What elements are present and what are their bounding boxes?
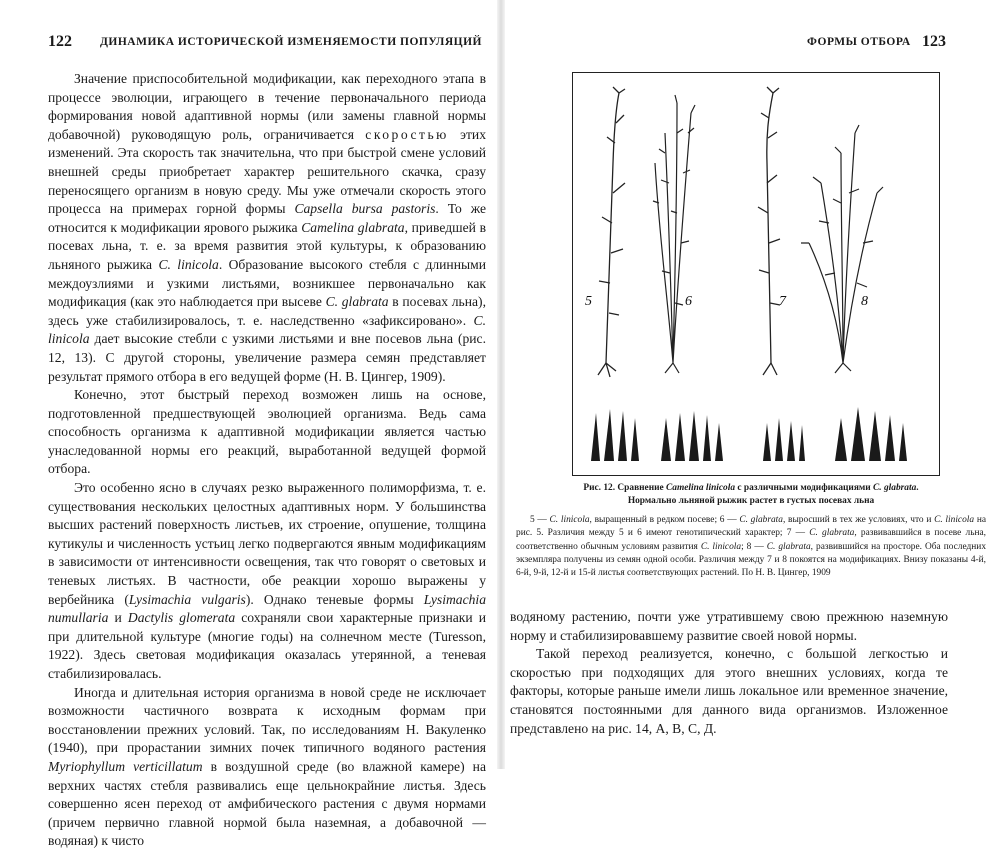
figure-12 [572, 72, 940, 476]
left-text-column [48, 70, 486, 851]
species-name: Dactylis glomerata [127, 610, 236, 626]
species-name: C. glabrata [809, 528, 855, 539]
species-name: C. linicola [549, 514, 590, 525]
text-run: и [108, 610, 128, 626]
paragraph-adaptive-modification [48, 70, 486, 386]
species-name: C. linicola [158, 256, 219, 272]
text-run: , приведшей в посевах льна, т. е. за время развития этой культуры, к образованию льняного рыжика [48, 219, 486, 272]
plant-8-drawing [801, 125, 883, 373]
text-run: . [916, 483, 919, 493]
figure-illustration [573, 73, 939, 475]
species-name: C. glabrata [766, 541, 811, 552]
text-run: , развивавшийся в посеве льна, соответственно обычным условиям развития [516, 528, 986, 552]
species-name: Myriophyllum verticillatum [48, 758, 203, 774]
text-run: , развившийся на просторе. Оба последних экземпляра получены из семян одной особи. Различия между 7 и 8 покоятся на модификациях. Внизу показаны 4-й, 6-й, 9-й, 12-й и 15-й листья соответствующих растений. По Н. В. Цингер, 1909 [516, 541, 987, 579]
plant-label-5: 5 [585, 294, 592, 309]
text-run: , выросший в тех же условиях, что и [782, 514, 935, 525]
left-running-head: ДИНАМИКА ИСТОРИЧЕСКОЙ ИЗМЕНЯЕМОСТИ ПОПУЛЯЦИЙ [100, 36, 483, 48]
species-name: C. glabrata [873, 483, 917, 493]
plant-6-drawing [653, 95, 695, 373]
paragraph-transition: Конечно, этот быстрый переход возможен лишь на основе, подготовленной предшествующей эволюцией организма. Ведь сама способность организма к адаптивной модификации является частью унаследованной нормы его реакций, выработанной ведущей формой отбора. [48, 387, 486, 477]
left-page [0, 0, 500, 849]
plant-label-6: 6 [685, 294, 692, 309]
plant-label-8: 8 [861, 294, 868, 309]
species-name: Lysimachia numullaria [48, 591, 487, 626]
text-run: ). Однако теневые формы [245, 591, 424, 607]
species-name: C. linicola [48, 312, 486, 347]
text-run: ; 8 — [741, 541, 767, 552]
paragraph-polymorphism [48, 479, 486, 684]
text-run: с различными модификациями [735, 483, 874, 493]
species-name: Capsella bursa pastoris [294, 201, 436, 217]
text-run: Рис. 12. Сравнение [583, 483, 667, 493]
emphasis-text: скоростью [365, 126, 449, 142]
caption-body [516, 514, 986, 581]
paragraph-history [48, 684, 486, 851]
plant-7-drawing [758, 87, 780, 375]
species-name: Camelina glabrata [301, 219, 405, 235]
text-run: в посевах льна), здесь уже стабилизировалось, т. е. наследственно «зафиксировано». [48, 294, 486, 328]
text-run: . Образование высокого стебля с длинными междоузлиями и узкими листьями, возникшее первоначально как модификация (как это наблюдается при высеве [48, 256, 486, 310]
right-page [502, 0, 1000, 769]
species-name: C. linicola [700, 541, 742, 552]
text-run: Значение приспособительной модификации, как переходного этапа в процессе эволюции, играющего в течение первоначального периода формирования новой адаптивной нормы (или замены главной нормы добавочной) руководящую роль, ограничивается [48, 71, 486, 142]
figure-caption [516, 482, 986, 581]
species-name: C. glabrata [325, 294, 389, 310]
text-run: . То же относится к модификации ярового рыжика [48, 201, 486, 235]
species-name: C. glabrata [739, 514, 783, 525]
left-page-number: 122 [48, 33, 72, 50]
text-run: Это особенно ясно в случаях резко выраженного полиморфизма, т. е. существования нескольких целостных адаптивных норм. У большинства высших растений поверхность листьев, их строение, опушение, толщина кутикулы и численность устьиц легко подвергаются явным модификациям в зависимости от интенсивности освещения, так что говорят о световых и теневых листьях. В частности, обе реакции хорошо выражены у вербейника ( [48, 480, 486, 607]
text-run: в воздушной среде (во влажной камере) на верхних частях стебля развивались еще цельнокрайние листья. Здесь совершенно ясен переход от амфибического растения с двумя нормами (причем первично главной нормой была наземная, а добавочной — водяная) к чисто [48, 758, 486, 849]
text-run: 5 — [530, 514, 550, 525]
right-page-number: 123 [922, 33, 946, 50]
text-run: сохраняли свои характерные признаки и при длительной культуре (многие годы) на солнечном месте (Turesson, 1922). Здесь световая модификация оказалась утерянной, а теневая стабилизировалась. [48, 610, 486, 681]
text-run: Нормально льняной рыжик растет в густых посевах льна [627, 496, 875, 507]
text-run: этих изменений. Эта скорость так значительна, что при быстрой смене условий внешней среды приобретает характер решительного скачка, сразу переносящего организм в новую среду. Мы уже отмечали скорость этого процесса на примерах горной формы [48, 126, 486, 217]
plant-5-drawing [598, 87, 625, 377]
text-run: , выращенный в редком посеве; 6 — [589, 514, 740, 525]
right-text-column [510, 608, 948, 738]
paragraph-transition-realized: Такой переход реализуется, конечно, с большой легкостью и скоростью при подходящих для этого внешних условиях, когда те факторы, которые раньше имели лишь локальное или временное значение, становятся постоянными для данного вида организмов. Изложенное представлено на рис. 14, А, В, С, Д. [510, 646, 948, 736]
caption-title [516, 482, 986, 509]
text-run: на рис. 5. Различия между 5 и 6 имеют генотипический характер; 7 — [516, 514, 986, 539]
text-run: Иногда и длительная история организма в новой среде не исключает возможности частичного возврата к исходным формам при восстановлении прежних условий. Так, по исследованиям Н. Вакуленко (1940), при прорастании зимних почек типичного водяного растения [48, 684, 486, 756]
leaf-row [591, 407, 907, 461]
species-name: Lysimachia vulgaris [128, 591, 246, 607]
species-name: Camelina linicola [666, 483, 736, 493]
paragraph-continuation: водяному растению, почти уже утратившему свою прежнюю наземную норму и стабилизировавшему развитие своей новой нормы. [510, 609, 948, 643]
species-name: C. linicola [934, 514, 975, 525]
plant-label-7: 7 [779, 294, 786, 309]
right-running-head: ФОРМЫ ОТБОРА [807, 36, 911, 48]
text-run: дает высокие стебли с узкими листьями и вне посевов льна (рис. 12, 13). С другой стороны, увеличение размера семян представляет результат прямого отбора в его ведущей форме (Н. В. Цингер, 1909). [48, 331, 486, 384]
